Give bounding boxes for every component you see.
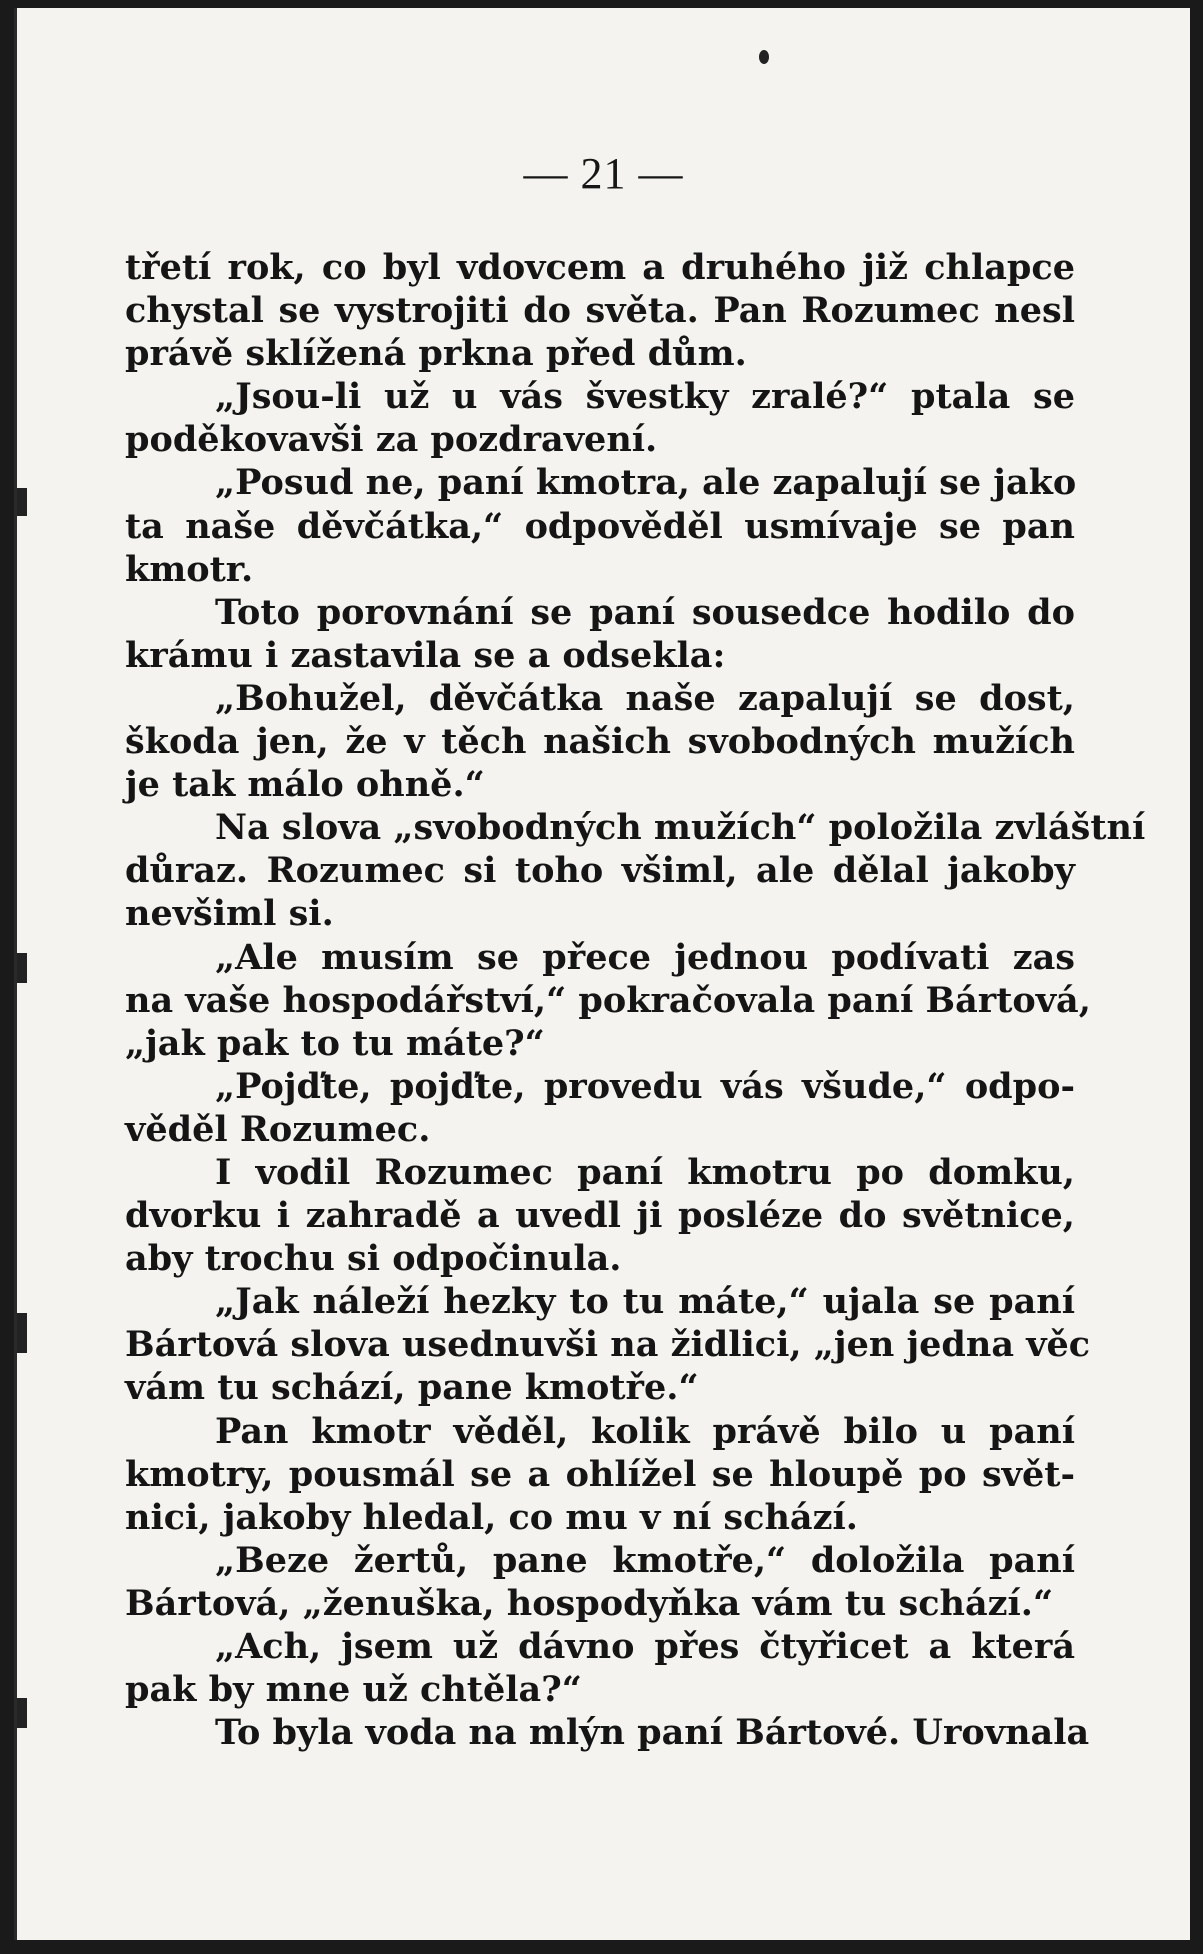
text-line: Bártová slova usednuvši na židlici, „jen jedna věc: [125, 1324, 1091, 1366]
text-line: Pan kmotr věděl, kolik právě bilo u paní: [215, 1410, 1075, 1452]
page-number: — 21 —: [523, 149, 684, 198]
text-line: věděl Rozumec.: [125, 1108, 431, 1150]
page-edge-mark: [17, 1313, 27, 1353]
text-line: důraz. Rozumec si toho všiml, ale dělal jakoby: [125, 850, 1075, 892]
text-line: právě sklížená prkna před dům.: [125, 333, 747, 375]
text-line: „jak pak to tu máte?“: [125, 1022, 545, 1064]
text-line: kmotr.: [125, 548, 254, 590]
body-text: [125, 246, 1146, 1754]
text-line: je tak málo ohně.“: [125, 764, 485, 806]
text-line: vám tu schází, pane kmotře.“: [125, 1367, 699, 1409]
text-line: „Jsou-li už u vás švestky zralé?“ ptala se: [215, 376, 1075, 418]
text-line: „Posud ne, paní kmotra, ale zapalují se jako: [215, 462, 1077, 504]
text-line: dvorku i zahradě a uvedl ji posléze do světnice,: [125, 1195, 1075, 1237]
text-line: Bártová, „ženuška, hospodyňka vám tu schází.“: [125, 1582, 1054, 1624]
page-edge-mark: [17, 1698, 27, 1728]
book-page: [14, 8, 1190, 1940]
text-line: kmotry, pousmál se a ohlížel se hloupě po svět-: [125, 1453, 1075, 1495]
text-line: „Beze žertů, pane kmotře,“ doložila paní: [215, 1539, 1075, 1581]
text-line: I vodil Rozumec paní kmotru po domku,: [215, 1151, 1075, 1193]
page-edge-mark: [17, 953, 27, 983]
page-edge-mark: [17, 488, 27, 516]
text-line: třetí rok, co byl vdovcem a druhého již chlapce: [125, 247, 1075, 288]
text-line: „Ach, jsem už dávno přes čtyřicet a která: [215, 1626, 1075, 1667]
text-line: nevšiml si.: [125, 893, 334, 935]
text-line: „Ale musím se přece jednou podívati zas: [215, 936, 1075, 978]
text-line: na vaše hospodářství,“ pokračovala paní Bártová,: [125, 979, 1091, 1021]
text-line: ta naše děvčátka,“ odpověděl usmívaje se pan: [125, 505, 1075, 547]
text-line: Toto porovnání se paní sousedce hodilo do: [215, 591, 1075, 633]
text-line: škoda jen, že v těch našich svobodných mužích: [125, 721, 1075, 763]
text-line: Na slova „svobodných mužích“ položila zvláštní: [215, 807, 1146, 849]
text-line: poděkovavši za pozdravení.: [125, 419, 658, 461]
text-line: „Jak náleží hezky to tu máte,“ ujala se paní: [215, 1281, 1075, 1323]
text-line: „Pojďte, pojďte, provedu vás všude,“ odpo-: [215, 1065, 1075, 1107]
text-line: aby trochu si odpočinula.: [125, 1238, 622, 1280]
text-line: krámu i zastavila se a odsekla:: [125, 634, 726, 676]
text-line: To byla voda na mlýn paní Bártové. Urovnala: [215, 1712, 1090, 1754]
text-line: „Bohužel, děvčátka naše zapalují se dost,: [215, 677, 1075, 719]
text-line: nici, jakoby hledal, co mu v ní schází.: [125, 1496, 858, 1538]
text-line: chystal se vystrojiti do světa. Pan Rozumec nesl: [125, 290, 1075, 332]
text-line: pak by mne už chtěla?“: [125, 1669, 582, 1711]
ink-speck: [759, 50, 769, 64]
